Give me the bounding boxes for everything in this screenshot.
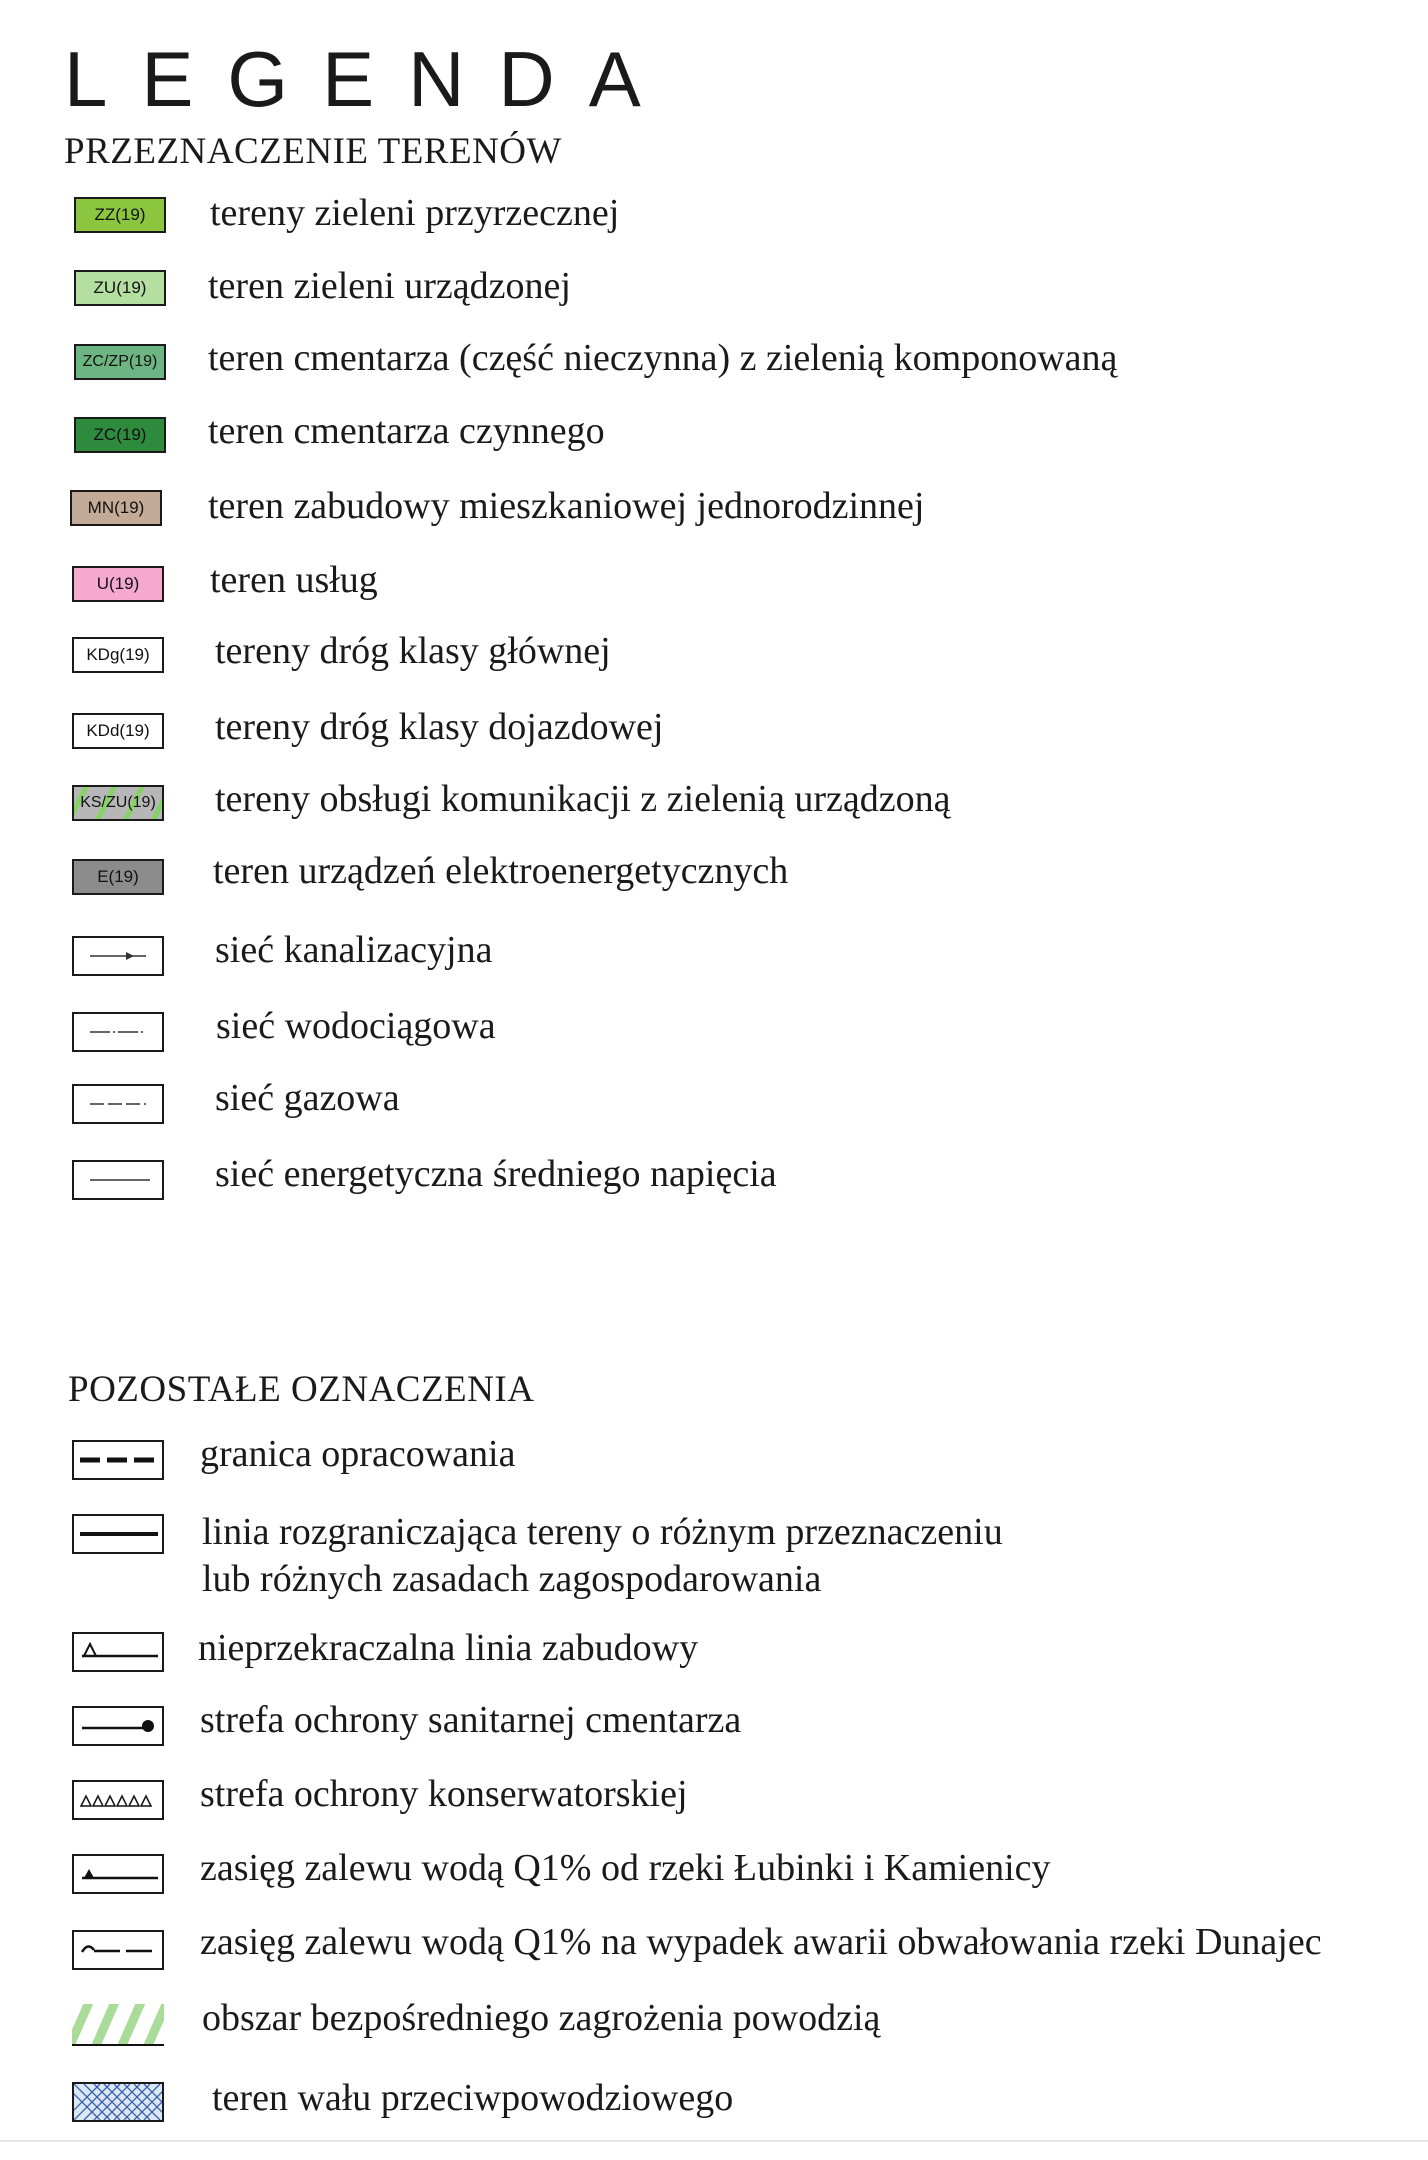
legend-label: sieć energetyczna średniego napięcia (215, 1153, 777, 1195)
swatch-zc (74, 417, 166, 453)
legend-label: strefa ochrony konserwatorskiej (200, 1773, 688, 1815)
swatch-code: ZC(19) (93, 425, 147, 444)
legend-label: nieprzekraczalna linia zabudowy (198, 1627, 699, 1669)
legend-label: teren cmentarza (część nieczynna) z zielenią komponowaną (208, 337, 1118, 379)
legend-label: tereny dróg klasy dojazdowej (215, 706, 664, 748)
swatch-code: KS/ZU(19) (80, 794, 156, 811)
swatch-kdd (72, 713, 164, 749)
swatch-code: E(19) (97, 867, 139, 886)
legend-label: sieć wodociągowa (216, 1005, 496, 1047)
legend-label: sieć gazowa (215, 1077, 400, 1119)
levee-symbol (72, 2082, 164, 2122)
legend-row-dividing-line (0, 1508, 1428, 1608)
swatch-zu (74, 270, 166, 306)
section-land-use-heading: PRZEZNACZENIE TERENÓW (64, 131, 562, 172)
triangle-line-icon (74, 1634, 162, 1670)
legend-row-power (0, 1150, 1428, 1210)
legend-row-e (0, 847, 1428, 907)
legend-label: linia rozgraniczająca tereny o różnym przeznaczeniu (202, 1511, 1003, 1553)
swatch-code: ZU(19) (93, 278, 147, 297)
legend-label: strefa ochrony sanitarnej cmentarza (200, 1699, 742, 1741)
section-other-heading: POZOSTAŁE OZNACZENIA (68, 1369, 535, 1410)
bottom-divider (0, 2140, 1428, 2142)
legend-row-mn (0, 482, 1428, 542)
legend-row-zc-zp (0, 334, 1428, 394)
legend-row-flood-lubinka (0, 1844, 1428, 1904)
cemetery-zone-symbol (72, 1706, 164, 1746)
solid-line-icon (74, 1162, 162, 1198)
thick-dashed-line-icon (74, 1442, 162, 1478)
legend-row-water (0, 1002, 1428, 1062)
legend-label: tereny dróg klasy głównej (215, 630, 611, 672)
legend-label: tereny obsługi komunikacji z zielenią urządzoną (215, 778, 951, 820)
legend-label: teren usług (210, 559, 378, 601)
legend-row-cemetery-zone (0, 1696, 1428, 1756)
swatch-e (72, 859, 164, 895)
sewer-symbol (72, 936, 164, 976)
legend-row-zu (0, 262, 1428, 322)
legend-row-boundary (0, 1430, 1428, 1490)
boundary-symbol (72, 1440, 164, 1480)
gas-symbol (72, 1084, 164, 1124)
dot-line-icon (74, 1708, 162, 1744)
legend-row-building-line (0, 1624, 1428, 1684)
legend-label-continuation: lub różnych zasadach zagospodarowania (202, 1558, 822, 1600)
legend-row-gas (0, 1074, 1428, 1134)
legend-row-levee (0, 2074, 1428, 2134)
dashed-line-icon (74, 1086, 162, 1122)
legend-label: teren cmentarza czynnego (208, 410, 605, 452)
legend-row-kdd (0, 703, 1428, 763)
wave-dashed-line-icon (74, 1932, 162, 1968)
legend-row-sewer (0, 926, 1428, 986)
triangles-icon (74, 1782, 162, 1818)
swatch-code: ZC/ZP(19) (82, 353, 158, 370)
flood-lubinka-symbol (72, 1854, 164, 1894)
swatch-zz (74, 197, 166, 233)
flood-dunajec-symbol (72, 1930, 164, 1970)
green-hatch-icon (72, 2004, 164, 2046)
legend-row-flood-dunajec (0, 1918, 1428, 1978)
legend-row-zz (0, 189, 1428, 249)
arrow-line-icon (74, 938, 162, 974)
thick-line-icon (74, 1516, 162, 1552)
swatch-code: MN(19) (87, 498, 145, 517)
building-line-symbol (72, 1632, 164, 1672)
swatch-code: KDd(19) (86, 721, 150, 740)
swatch-zc-zp (74, 344, 166, 380)
swatch-ks-zu (72, 785, 164, 821)
legend-title: LEGENDA (64, 35, 675, 123)
dividing-line-symbol (72, 1514, 164, 1554)
legend-row-kdg (0, 627, 1428, 687)
legend-label: teren wału przeciwpowodziowego (212, 2077, 734, 2119)
power-symbol (72, 1160, 164, 1200)
legend-label: zasięg zalewu wodą Q1% na wypadek awarii obwałowania rzeki Dunajec (200, 1921, 1322, 1963)
legend-label: granica opracowania (200, 1433, 516, 1475)
dash-dot-line-icon (74, 1014, 162, 1050)
legend-label: zasięg zalewu wodą Q1% od rzeki Łubinki i Kamienicy (200, 1847, 1051, 1889)
legend-label: teren zieleni urządzonej (208, 265, 571, 307)
swatch-mn (70, 490, 162, 526)
conservation-zone-symbol (72, 1780, 164, 1820)
swatch-kdg (72, 637, 164, 673)
swatch-code: KDg(19) (86, 645, 150, 664)
legend-label: sieć kanalizacyjna (215, 929, 493, 971)
legend-row-ks-zu (0, 775, 1428, 835)
legend-row-zc (0, 407, 1428, 467)
small-triangle-line-icon (74, 1856, 162, 1892)
swatch-code: ZZ(19) (94, 205, 146, 224)
water-symbol (72, 1012, 164, 1052)
legend-row-conservation-zone (0, 1770, 1428, 1830)
swatch-code: U(19) (96, 574, 140, 593)
legend-label: teren zabudowy mieszkaniowej jednorodzinnej (208, 485, 925, 527)
swatch-u (72, 566, 164, 602)
crosshatch-icon (74, 2084, 162, 2120)
legend-label: teren urządzeń elektroenergetycznych (213, 850, 789, 892)
legend-label: obszar bezpośredniego zagrożenia powodzią (202, 1997, 881, 2039)
legend-row-flood-threat (0, 1994, 1428, 2054)
legend-label: tereny zieleni przyrzecznej (210, 192, 620, 234)
flood-threat-symbol (72, 2004, 164, 2046)
legend-row-u (0, 556, 1428, 616)
